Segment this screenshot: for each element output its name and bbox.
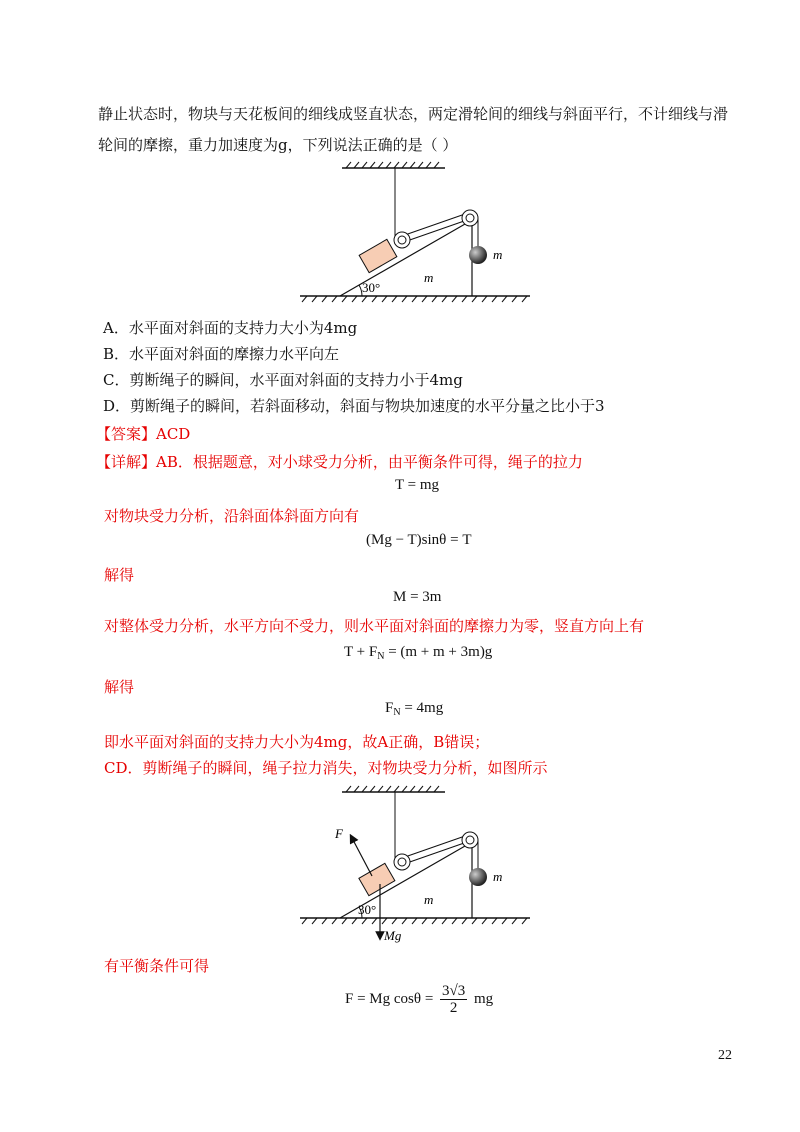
formula-part: T + F — [344, 644, 378, 660]
option-letter: B． — [103, 345, 130, 363]
option-text: 水平面对斜面的支持力大小为4mg — [128, 319, 358, 337]
fraction — [440, 983, 467, 1016]
formula-subscript: N — [377, 651, 385, 662]
explain-balance: 有平衡条件可得 — [104, 957, 210, 975]
ball — [469, 246, 487, 264]
explain-cd-intro: CD．剪断绳子的瞬间，绳子拉力消失，对物块受力分析，如图所示 — [104, 759, 548, 777]
option-letter: D． — [103, 397, 131, 415]
ball-label: m — [493, 247, 503, 262]
formula-force-f — [345, 983, 493, 1016]
option-b — [103, 343, 339, 365]
wedge-label: m — [424, 270, 434, 285]
figure-incline-pulley-2 — [290, 780, 550, 948]
option-a — [103, 317, 357, 339]
explain-solve-2: 解得 — [104, 678, 135, 696]
ball — [469, 868, 487, 886]
option-text: 剪断绳子的瞬间，若斜面移动，斜面与物块加速度的水平分量之比小于3 — [130, 397, 605, 415]
force-f-label: F — [335, 826, 343, 841]
explain-conclusion-ab: 即水平面对斜面的支持力大小为4mg，故A正确，B错误； — [104, 733, 490, 751]
formula-vertical-balance — [344, 644, 492, 662]
option-c — [103, 369, 463, 391]
angle-label: 30° — [358, 902, 377, 917]
formula-normal-force — [385, 700, 443, 718]
option-text: 水平面对斜面的摩擦力水平向左 — [129, 345, 340, 363]
explain-block-analysis: 对物块受力分析，沿斜面体斜面方向有 — [104, 507, 360, 525]
figure-incline-pulley-1 — [290, 158, 540, 308]
formula-tension: T = mg — [395, 477, 440, 493]
ball-label: m — [493, 869, 503, 884]
formula-incline-balance: (Mg − T)sinθ = T — [366, 532, 472, 548]
wedge-label: m — [424, 892, 434, 907]
weight-label: Mg — [384, 928, 402, 943]
option-letter: A． — [103, 319, 129, 337]
fraction-numerator: 3√3 — [442, 983, 466, 999]
formula-subscript: N — [393, 707, 401, 718]
formula-part: F = Mg cosθ = — [345, 990, 438, 1007]
option-text: 剪断绳子的瞬间，水平面对斜面的支持力小于4mg — [129, 371, 463, 389]
explain-intro: 【详解】AB．根据题意，对小球受力分析，由平衡条件可得，绳子的拉力 — [96, 453, 583, 471]
option-d — [103, 395, 605, 417]
fraction-denominator: 2 — [449, 1000, 458, 1016]
formula-part: mg — [470, 990, 494, 1007]
force-f-arrow — [352, 838, 372, 876]
formula-part: F — [385, 700, 394, 716]
question-line-1: 静止状态时，物块与天花板间的细线成竖直状态，两定滑轮间的细线与斜面平行，不计细线与滑 — [98, 105, 729, 123]
formula-part: = (m + m + 3m)g — [384, 644, 493, 660]
answer-line: 【答案】ACD — [96, 425, 191, 443]
formula-part: = 4mg — [400, 700, 444, 716]
option-letter: C． — [103, 371, 130, 389]
explain-solve-1: 解得 — [104, 566, 135, 584]
formula-mass: M = 3m — [393, 589, 442, 605]
angle-label: 30° — [362, 280, 381, 295]
explain-whole-analysis: 对整体受力分析，水平方向不受力，则水平面对斜面的摩擦力为零，竖直方向上有 — [104, 617, 645, 635]
question-line-2: 轮间的摩擦，重力加速度为g，下列说法正确的是（ ） — [98, 136, 458, 154]
page-number: 22 — [718, 1048, 732, 1063]
